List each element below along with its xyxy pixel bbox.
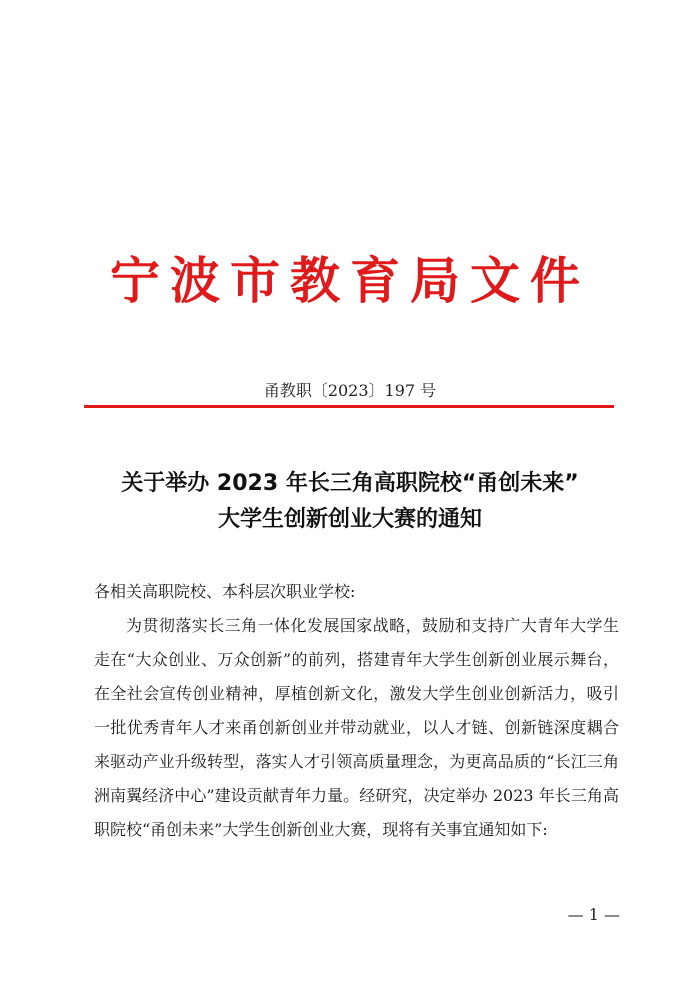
- document-masthead: 宁波市教育局文件: [110, 252, 590, 310]
- document-number: 甬教职〔2023〕197 号: [263, 381, 437, 400]
- red-divider-line: [84, 405, 614, 408]
- body-paragraph: 为贯彻落实长三角一体化发展国家战略，鼓励和支持广大青年大学生走在“大众创业、万众创新”的前列，搭建青年大学生创新创业展示舞台，在全社会宣传创业精神，厚植创新文化，激发大学生创业创新活力，吸引一批优秀青年人才来甬创新创业并带动就业，以人才链、创新链深度耦合来驱动产业升级转型，落实人才引领高质量理念，为更高品质的“长江三角洲南翼经济中心”建设贡献青年力量。经研究，决定举办 2023 年长三角高职院校“甬创未来”大学生创新创业大赛，现将有关事宜通知如下:: [94, 616, 619, 839]
- notice-title: [60, 466, 640, 538]
- title-line-1: 关于举办 2023 年长三角高职院校“甬创未来”: [121, 471, 579, 496]
- page-number: — 1 —: [567, 905, 620, 924]
- addressee: 各相关高职院校、本科层次职业学校:: [94, 582, 356, 601]
- title-line-2: 大学生创新创业大赛的通知: [217, 507, 482, 532]
